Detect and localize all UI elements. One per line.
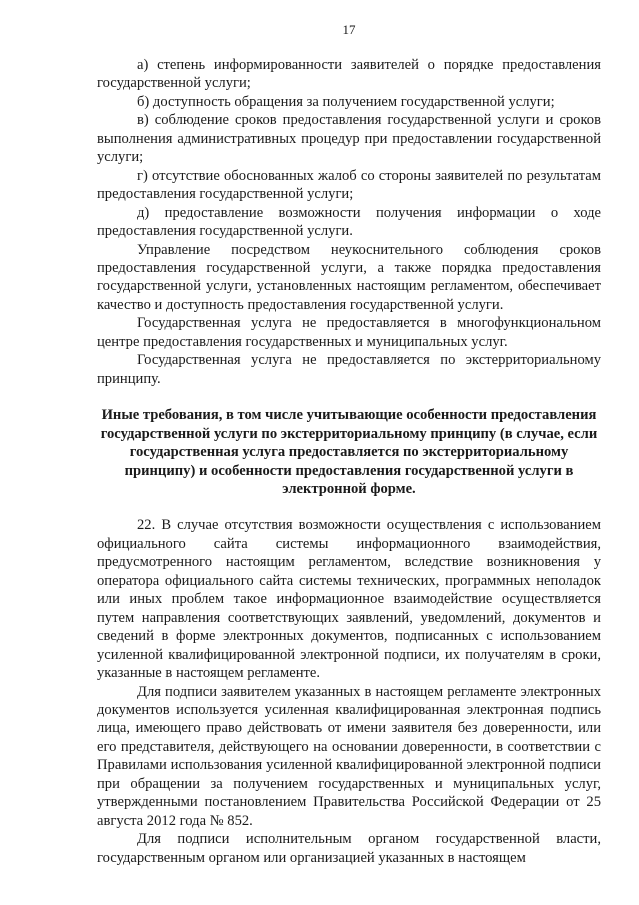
paragraph-mfc: Государственная услуга не предоставляется в многофункциональном центре предоставления государственных и муниципальных услуг. bbox=[97, 315, 601, 350]
quality-criteria-section bbox=[97, 56, 601, 388]
paragraph-item-d: д) предоставление возможности получения информации о ходе предоставления государственной услуги. bbox=[97, 204, 601, 240]
paragraph-extraterritorial: Государственная услуга не предоставляется по экстерриториальному принципу. bbox=[97, 352, 601, 387]
page-number: 17 bbox=[342, 22, 356, 37]
paragraph-item-a: а) степень информированности заявителей о порядке предоставления государственной услуги; bbox=[97, 57, 601, 92]
paragraph-item-v: в) соблюдение сроков предоставления государственной услуги и сроков выполнения административных процедур при предоставлении государственной услуги; bbox=[97, 112, 601, 166]
paragraph-item-b: б) доступность обращения за получением государственной услуги; bbox=[137, 93, 555, 110]
paragraph-management: Управление посредством неукоснительного соблюдения сроков предоставления государственной услуги, а также порядка предоставления государственной услуги, установленных настоящим регламентом, обеспечивает качество и доступность предоставления государственной услуги. bbox=[97, 241, 601, 313]
electronic-form-section bbox=[97, 516, 601, 867]
section-heading: Иные требования, в том числе учитывающие особенности предоставления государственной услуги по экстерриториальному принципу (в случае, если государственная услуга предоставляется по экстерриториальному принципу) и особенности предоставления государственной услуги в электронной форме. bbox=[100, 407, 598, 497]
paragraph-applicant-signature: Для подписи заявителем указанных в настоящем регламенте электронных документов используется усиленная квалифицированная электронная подпись лица, имеющего право действовать от имени заявителя без доверенности, или его представителя, действующего на основании доверенности, в соответствии с Правилами использования усиленной квалифицированной электронной подписи при обращении за получением государственных и муниципальных услуг, утвержденными постановлением Правительства Российской Федерации от 25 августа 2012 года № 852. bbox=[97, 683, 601, 829]
paragraph-item-g: г) отсутствие обоснованных жалоб со стороны заявителей по результатам предоставления государственной услуги; bbox=[97, 167, 601, 203]
paragraph-22: 22. В случае отсутствия возможности осуществления с использованием официального сайта системы информационного взаимодействия, предусмотренного настоящим регламентом, вследствие возникновения у оператора официального сайта системы технических, программных неполадок или иных проблем такое информационное взаимодействие осуществляется путем направления соответствующих заявлений, уведомлений, документов и сведений в форме электронных документов, подписанных с использованием усиленной квалифицированной электронной подписи, их получателям в сроки, указанные в настоящем регламенте. bbox=[97, 517, 601, 682]
paragraph-authority-signature: Для подписи исполнительным органом государственной власти, государственным органом или организацией указанных в настоящем bbox=[97, 831, 601, 866]
